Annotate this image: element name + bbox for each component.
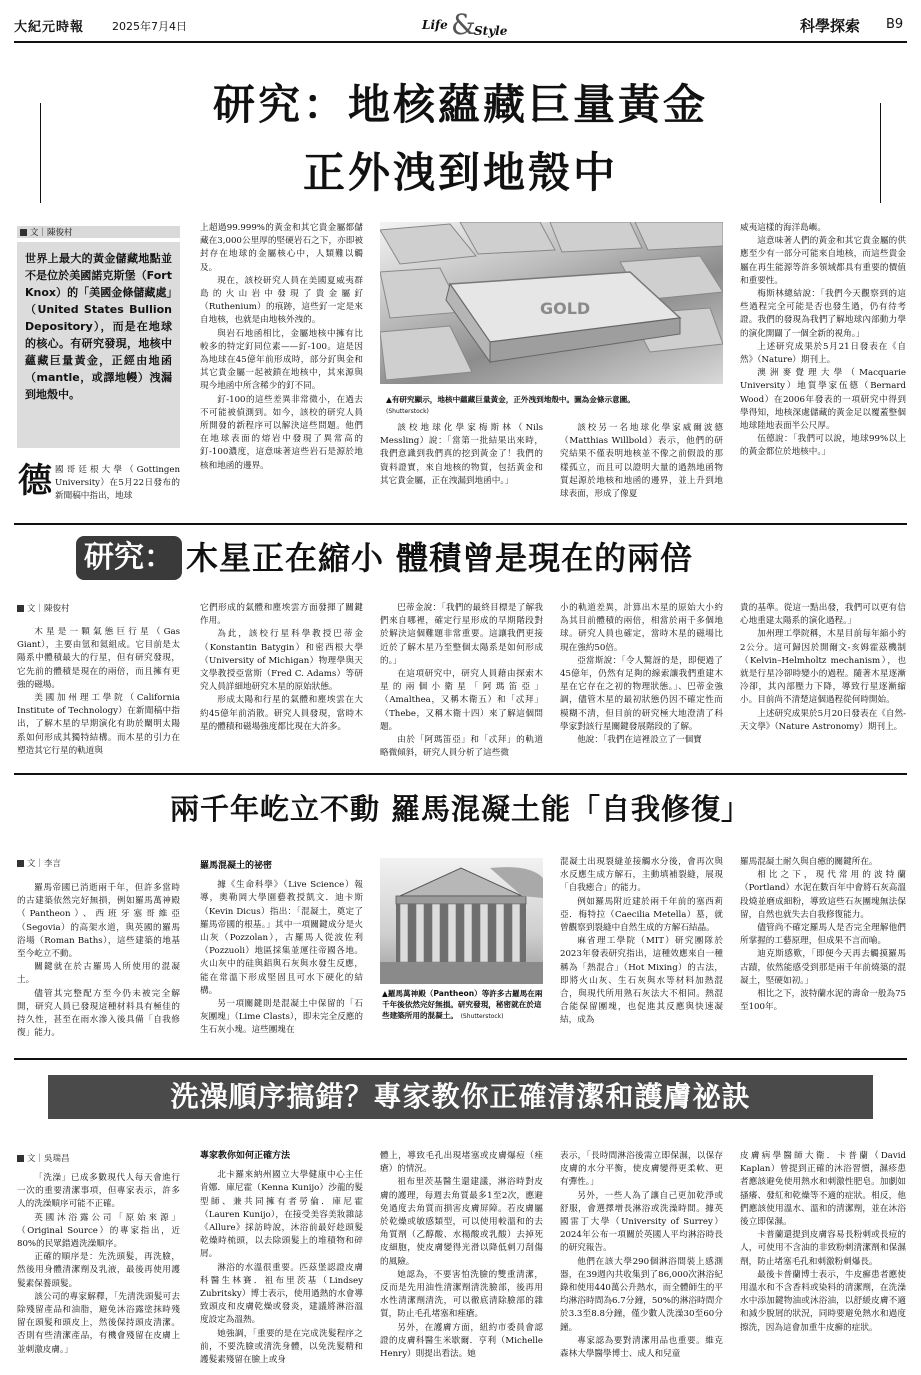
article2-col4 (560, 602, 723, 768)
article2-col1-p2: 美國加州理工學院（California Institute of Technology）在新聞稿中指出，了解木星的早期演化有助於闡明太陽系如何形成其獨特結構。而木星的引力在塑造其它行星的軌道與 (17, 693, 180, 756)
article1-col1 (55, 464, 180, 508)
article3-col4-p1: 混凝土出現裂縫並接觸水分後，會再次與水反應生成方解石，主動填補裂縫，展現「自我癒合」的能力。 (560, 857, 723, 894)
article2-col4-p2: 亞當斯說：「令人驚訝的是，即便過了45億年，仍然有足夠的線索讓我們重建木星在它存在之初的物理狀態。」、巴蒂金強調，儘管木星的最初狀態仍因不確定性而模糊不清，但目前的研究極大地澄清了科學家對該行星關鍵發展階段的了解。 (560, 655, 723, 732)
article1-col5-p2: 這意味著人們的黃金和其它貴金屬的供應至少有一部分可能來自地核，而這些貴金屬在再生能源等許多領域都具有重要的價值和重要性。 (740, 236, 906, 286)
article3-col1-p3: 儘管其完整配方至今仍未被完全解開，研究人員已發現這種材料具有極佳的持久性，甚至在雨水滲入後具備「自我修復」能力。 (17, 988, 180, 1039)
article2-col1-p1: 木星是一顆氣態巨行星（Gas Giant），主要由氫和氦組成。它目前是太陽系中體積最大的行星，但有研究發現，它先前的體積是現在的兩倍，而且擁有更強的磁場。 (17, 627, 180, 690)
page-number: B9 (886, 17, 904, 32)
article4-col1 (17, 1172, 180, 1368)
gold-bar-label: GOLD (540, 299, 591, 318)
article1-col2-p2: 現在，該校研究人員在美國夏威夷群島的火山岩中發現了貴金屬釕（Ruthenium）的痕跡，這些釕一定是來自地核，也就是由地核外洩的。 (200, 275, 363, 326)
article2-byline (17, 602, 70, 614)
article4-col1-p2: 英國沐浴露公司「原始來源」（Original Source）的專家指出，近80%的民眾錯過洗澡順序。 (17, 1212, 180, 1250)
article4-col5-p3: 最後卡普蘭博士表示，牛皮癬患者應使用溫水和不含香料或染料的清潔劑，在洗澡水中添加鍵物油或沐浴油，以舒緩皮膚不適和減少脫屑的狀況，同時要避免熱水和過度擦洗，因為這會加重牛皮癬的症狀。 (740, 1269, 906, 1333)
article1-col3-p1: 該校地球化學家梅斯林（Nils Messling）說：「當第一批結果出來時，我們意識到我們真的挖到黃金了！我們的資料證實，來自地核的物質，包括黃金和其它貴金屬，正在洩漏到地函中。」 (380, 423, 543, 486)
article2-col5-p2: 加州理工學院稱，木星目前每年縮小約2公分。這可歸因於開爾文-亥姆霍茲機制（Kelvin–Helmholtz mechanism），也就是行星冷卻時變小的過程。隨著木星逐漸冷卻，其內部壓力下降，導致行星逐漸縮小。目前尚不清楚這個過程從何時開始。 (740, 629, 906, 706)
article3-title: 兩千年屹立不動 羅馬混凝土能「自我修復」 (169, 792, 752, 826)
article1-col2-p4: 釕-100的這些差異非常微小，在過去不可能被偵測到。如今，該校的研究人員所開發的新程序可以解決這些問題。他們在地球表面的熔岩中發現了異常高的釘-100濃度，這意味著這些岩石是源於地核和地函的邊界。 (200, 394, 363, 471)
article3-col5-p4: 迪克斯感歎，「即便今天再去觸摸羅馬古蹟，依然能感受到那是兩千年前燒築的混凝土，堅硬如初。」 (740, 949, 906, 986)
newspaper-name: 大紀元時報 (14, 20, 85, 35)
article1-caption-text: ▲有研究顯示，地核中蘊藏巨量黃金，正外洩到地殼中。圖為金條示意圖。 (386, 395, 635, 404)
article4-col1-p1: 「洗澡」已成多數現代人每天會進行一次的重要清潔事項，但專家表示，許多人的洗澡順序可能不正確。 (17, 1173, 180, 1210)
article2-col4-p3: 他說：「我們在這裡設立了一個寶 (577, 735, 702, 746)
issue-date: 2025年7月4日 (112, 20, 187, 33)
article1-col5-p3: 梅斯林總結說：「我們今天觀察到的這些過程完全可能是否也發生過，仍有待考證。我們的發現為我們了解地球內部動力學的演化開闢了一個全新的視角。」 (740, 289, 906, 339)
article1-col2-p3: 與岩石地函相比，金屬地核中擁有比較多的特定釘同位素——釕-100。這是因為地球在45億年前形成時，部分釕與金和其它貴金屬一起被鎖在地核中，其來源與現今地函中所含稀少的釘不同。 (200, 328, 363, 392)
divider-3 (14, 1058, 907, 1060)
article3-caption-text: ▲羅馬萬神殿（Pantheon）等許多古羅馬在兩千年後依然完好無損。研究發現，秘密就在於這些建築所用的混凝土。 (382, 989, 543, 1020)
article2-col2 (200, 602, 363, 768)
article4-col2 (200, 1150, 363, 1368)
divider-1 (14, 523, 907, 525)
article2-col3-p2: 在這項研究中，研究人員藉由探索木星的兩個小衛星「阿瑪笛亞」（Amalthea，又稱木衛五）和「忒拜」（Thebe，又稱木衛十四）來了解這個問題。 (380, 669, 543, 732)
pantheon-illustration (380, 858, 543, 984)
article1-col4-p1: 該校另一名地球化學家威爾波德（Matthias Willbold）表示，他們的研究結果不僅表明地核並不像之前假設的那樣孤立，而且可以證明大量的過熱地函物質起源於地核和地函的邊界，並上升到地球表面，形成了像夏 (560, 423, 723, 500)
article4-col5-p2: 卡普蘭還提到皮膚容易長粉刺或長痘的人，可使用不含油的非致粉刺清潔劑和保濕劑，防止堵塞毛孔和刺激粉刺爆長。 (740, 1230, 906, 1267)
article4-col3-p1: 體上，導致毛孔出現堵塞或皮膚爆痘（痤瘡）的情況。 (380, 1151, 543, 1175)
section-name: 科學探索 (800, 17, 861, 35)
masthead (14, 8, 907, 41)
article3-col5 (740, 856, 906, 1052)
article4-col4-p1: 表示，「長時間淋浴後需立即保濕，以保存皮膚的水分平衡，使皮膚變得更柔軟、更有彈性。」 (560, 1151, 723, 1188)
article4-col2-p1: 北卡羅來納州國立大學健康中心主任肯娜．庫尼霍（Kenna Kunijo）沙龍的髮型師、兼共同擁有者勞倫．庫尼霍（Lauren Kunijo），在接受美容美妝雜誌《Allure》採訪時說，沐浴前最好趁頭髮乾燥時梳頭，以去除頭髮上的堆積物和碎屑。 (200, 1170, 363, 1260)
article2-col4-p1: 小的軌道差異，計算出木星的原始大小約為其目前體積的兩倍，相當於兩千多個地球。研究人員也確定，當時木星的磁場比現在強約50倍。 (560, 603, 723, 653)
article1-caption (386, 394, 723, 417)
article2-col5-p1: 貴的基準。從這一點出發，我們可以更有信心地重建太陽系的演化過程。」 (740, 603, 906, 627)
article2-col3-p1: 巴蒂金說：「我們的最終目標是了解我們來自哪裡，確定行星形成的早期階段對於解決這個難題非常重要。這讓我們更接近於了解木星乃至整個太陽系是如何形成的。」 (380, 603, 543, 666)
article3-caption (382, 988, 543, 1022)
article1-col1-text: 國哥廷根大學（Gottingen University）在5月22日發布的新聞稿中指出，地球 (55, 465, 180, 502)
article4-col4 (560, 1150, 723, 1368)
article2-tag: 研究： (76, 536, 182, 580)
article1-title-line2: 正外洩到地殼中 (302, 148, 618, 197)
article1-col3 (380, 422, 543, 514)
article4-col4-p2: 另外，一些人為了讓自己更加乾淨或舒服，會選擇增長淋浴或洗澡時間。據英國雷丁大學（University of Surrey）2024年公布一項關於英國人平均淋浴時長的研究報告。 (560, 1190, 723, 1254)
article4-col3-p4: 另外，在護膚方面，紐約市委員會認證的皮膚科醫生米歇爾．亨利（Michelle Henry）則提出看法。她 (380, 1322, 543, 1360)
section-logo-ampersand: & (451, 8, 476, 41)
article4-col3 (380, 1150, 543, 1368)
article2-byline-text: 文｜陳俊村 (27, 604, 70, 614)
article1-lead: 世界上最大的黃金儲藏地點並不是位於美國諾克斯堡（Fort Knox）的「美國金條儲藏處」（United States Bullion Depository），而是在地球的核心。有研究發現，地核中蘊藏巨量黃金，正經由地函（mantle，或譯地幔）洩漏到地殼中。 (17, 242, 180, 448)
article1-photo-credit: (Shutterstock) (386, 408, 429, 415)
article1-col4 (560, 422, 723, 514)
article3-col4-p3: 麻省理工學院（MIT）研究團隊於2023年發表研究指出，這種效應來自一種稱為「熱混合」（Hot Mixing）的古法，即將火山灰、生石灰與水等材料加熱混合，與現代所用熟石灰法大不相同。熱混合能保留團塊，也促進其反應與快速凝結，成為 (560, 936, 723, 1026)
article2-col2-p1: 它們形成的氣體和塵埃雲方面發揮了關鍵作用。 (200, 603, 363, 627)
article1-col5-p5: 澳洲麥覺理大學（Macquarie University）地質學家伍德（Bernard Wood）在2006年發表的一項研究中得到學得知，地核深處儲藏的黃金足以覆蓋整個地球陸地表面半公尺厚。 (740, 368, 906, 432)
article2-col1 (17, 626, 180, 768)
article1-byline-text: 文｜陳俊村 (30, 228, 73, 238)
article3-byline-text: 文｜李言 (27, 859, 62, 869)
article1-col2-p1: 上超過99.999%的黃金和其它貴金屬都儲藏在3,000公里厚的堅硬岩石之下，亦即被封存在地球的金屬核心中，人類難以觸及。 (200, 223, 363, 273)
article2-col5 (740, 602, 906, 768)
article4-col5-p1: 皮膚病學醫師大衛．卡普蘭（David Kaplan）曾提到正確的沐浴習慣，濕疹患者應該避免使用熱水和刺激性肥皂。加劇如搔癢、發紅和乾燥等不適的症狀。相反，他們應該使用溫水、溫和的清潔劑，並在沐浴後立即保濕。 (740, 1151, 906, 1228)
article2-col3 (380, 602, 543, 768)
section-logo-style: Style (474, 24, 508, 38)
article1-col5-p4: 上述研究成果於5月21日發表在《自然》（Nature）期刊上。 (740, 341, 906, 366)
article2-col5-p3: 上述研究成果於5月20日發表在《自然-天文學》（Nature Astronomy）期刊上。 (740, 708, 906, 732)
article1-col2 (200, 222, 363, 512)
article4-col4-p3: 他們在該大學290個淋浴間裝上感測器，在39週內共收集到了86,000次淋浴紀錄和使用440萬公升熱水，而全體師生的平均淋浴時間為6.7分鐘，50%的淋浴時間介於3.3至8.8分鐘，僅少數人洗澡30至60分鐘。 (560, 1256, 723, 1333)
article3-col5-p2: 相比之下，現代常用的波特蘭（Portland）水泥在數百年中會將石灰高溫段燒並磨成細粉，導致這些石灰團塊無法保留，自然也就失去自我修復能力。 (740, 870, 906, 920)
article3-photo-credit: (Shutterstock) (460, 1013, 504, 1020)
article1-col5-p1: 威夷這樣的海洋島嶼。 (740, 223, 826, 233)
gold-bars-photo (380, 222, 723, 384)
article3-col5-p3: 儘管尚不確定羅馬人是否完全理解他們所掌握的工藝原理，但成果不言而喻。 (740, 923, 906, 947)
article3-col2-p2: 另一項關鍵則是混凝土中保留的「石灰團塊」（Lime Clasts），即未完全反應的生石灰小塊。這些團塊在 (200, 999, 363, 1036)
article4-col4-p4: 專家認為要對清潔用品也重要。維克森林大學醫學博士、成人和兒童 (560, 1335, 723, 1360)
article3-col1-p2: 關鍵就在於古羅馬人所使用的混凝土。 (17, 962, 180, 986)
article4-col2-p3: 她強調，「重要的是在完成洗髮程序之前，不要洗臉或清洗身體，以免洗髮精和護髮素殘留在臉上或身 (200, 1328, 363, 1366)
article3-col1 (17, 882, 180, 1052)
article4-col2-p2: 淋浴的水溫很重要。匹茲堡認證皮膚科醫生林賽．祖布里茨基（Lindsey Zubritsky）博士表示，使用過熱的水會導致頭皮和皮膚乾燥或發炎，建議將淋浴溫度設定為溫熱。 (200, 1262, 363, 1326)
article1-byline (17, 226, 180, 238)
article3-col2-p1: 據《生命科學》（Live Science）報導，奧勒岡大學園藝教授凱文．迪卡斯（Kevin Dicus）指出：「混凝土，奠定了羅馬帝國的根基。」其中一項關鍵成分是火山灰（Pozzolan），古羅馬人從波佐利（Pozzuoli）地區採集並運往帝國各地。火山灰中的硅與鋁與石灰與水發生反應，能在常溫下形成堅固且可水下硬化的結構。 (200, 880, 363, 996)
article3-subheading: 羅馬混凝土的祕密 (200, 861, 273, 871)
article1-title-line1: 研究：地核蘊藏巨量黃金 (212, 80, 708, 129)
article4-col1-p4: 該公司的專家解釋，「先清洗頭髮可去除殘留產品和油脂，避免沐浴露塗抹時殘留在頭髮和頭皮上，然後保持頭皮清潔。否則有些清潔產品，有機會殘留在皮膚上並刺激皮膚。」 (17, 1291, 180, 1355)
article2-col2-p2: 為此，該校行星科學教授巴蒂金（Konstantin Batygin）和密西根大學（University of Michigan）物理學與天文學教授亞當斯（Fred C. Adams）等研究人員詳細地研究木星的原始狀態。 (200, 629, 363, 693)
article3-byline (17, 857, 61, 869)
article1-dropcap: 德 (18, 461, 52, 501)
article2-col2-p3: 形成太陽和行星的氣體和塵埃雲在大約45億年前消散。研究人員發現，當時木星的體積和磁場強度都比現在大許多。 (200, 695, 363, 732)
article3-col2 (200, 860, 363, 1052)
gold-bars-illustration (380, 222, 723, 384)
pantheon-photo (380, 858, 543, 984)
header-rule (14, 41, 907, 43)
article2-title: 木星正在縮小 體積曾是現在的兩倍 (186, 539, 694, 577)
article4-title: 洗澡順序搞錯？專家教你正確清潔和護膚祕訣 (170, 1080, 751, 1113)
article2-col3-p3: 由於「阿瑪笛亞」和「忒拜」的軌道略微傾斜，研究人員分析了這些微 (380, 735, 543, 759)
article4-byline-text: 文｜吳瑞昌 (27, 1154, 70, 1164)
article3-col1-p1: 羅馬帝國已消逝兩千年，但許多當時的古建築依然完好無損，例如羅馬萬神殿（Pantheon）、西班牙塞哥維亞（Segovia）的高架水道，與英國的羅馬浴場（Roman Baths），這些建築的地基至今屹立不動。 (17, 883, 180, 960)
article4-subheading: 專家教你如何正確方法 (200, 1151, 291, 1161)
divider-2 (14, 773, 907, 775)
article4-byline (17, 1152, 70, 1164)
article1-col5 (740, 222, 906, 514)
article3-col4 (560, 856, 723, 1052)
article4-col3-p2: 祖布里茨基醫生還建議，淋浴時對皮膚的護理，每週去角質最多1至2次，應避免過度去角質而損害皮膚屏障。若皮膚屬於乾燥或敏感類型，可以使用較溫和的去角質劑（乙醇酸、水楊酸或乳酸）去掉死皮細胞，使皮膚變得光滑以降低刺刀刮傷的風險。 (380, 1177, 543, 1267)
article4-col5 (740, 1150, 906, 1368)
article3-col5-p1: 羅馬混凝土耐久與自癒的關鍵所在。 (740, 857, 878, 867)
article1-col5-p6: 伍德說：「我們可以說，地球99%以上的黃金都位於地核中。」 (740, 434, 906, 458)
article4-col1-p3: 正確的順序是：先洗頭髮，再洗臉，然後用身體清潔劑及乳液，最後再使用護髮素保養頭髮。 (17, 1252, 180, 1289)
article3-col5-p5: 相比之下，波特蘭水泥的壽命一般為75至100年。 (740, 989, 906, 1013)
article3-col4-p2: 例如羅馬附近建於兩千年前的塞西莉亞．梅特拉（Caecilia Metella）墓，就曾觀察到裂縫中自然生成的方解石結晶。 (560, 896, 723, 934)
article4-col3-p3: 她認為，不要害怕洗臉的雙重清潔，反而是先用油性清潔劑清洗臉部，後再用水性清潔劑清洗，可以徹底清除臉部的雜質，防止毛孔堵塞和痤瘡。 (380, 1269, 543, 1320)
section-logo-life: Life (422, 18, 448, 32)
